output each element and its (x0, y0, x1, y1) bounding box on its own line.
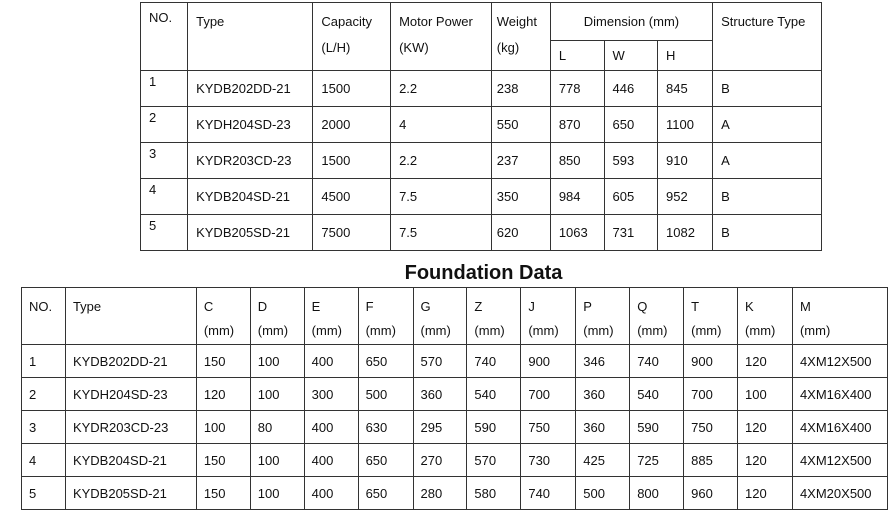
cell-l: 984 (550, 179, 604, 215)
cell-no: 3 (141, 143, 188, 179)
table-cell: 4XM16X400 (792, 411, 887, 444)
header-label: T (691, 299, 700, 314)
table-cell: 750 (521, 411, 576, 444)
foundation-header-cell (250, 288, 304, 345)
header-label: NO. (29, 299, 53, 314)
table-cell: 725 (630, 444, 684, 477)
table-cell: 500 (358, 378, 413, 411)
table-cell: 3 (22, 411, 66, 444)
cell-structure: A (713, 107, 822, 143)
foundation-header-cell (521, 288, 576, 345)
table-cell: KYDH204SD-23 (65, 378, 196, 411)
header-unit: (mm) (420, 323, 451, 338)
cell-w: 593 (604, 143, 657, 179)
spec-header-capacity: Capacity (L/H) (313, 3, 391, 71)
table-cell: 650 (358, 477, 413, 510)
table-cell: 740 (521, 477, 576, 510)
table-cell: 100 (738, 378, 793, 411)
table-cell: 120 (196, 378, 250, 411)
cell-w: 605 (604, 179, 657, 215)
foundation-header-cell (792, 288, 887, 345)
cell-capacity: 4500 (313, 179, 391, 215)
table-cell: 540 (630, 378, 684, 411)
cell-power: 2.2 (391, 143, 492, 179)
foundation-header-cell (630, 288, 684, 345)
table-cell: 540 (467, 378, 521, 411)
table-cell: KYDB204SD-21 (65, 444, 196, 477)
header-label: Z (474, 299, 483, 314)
header-unit: (mm) (474, 323, 505, 338)
table-cell: 740 (630, 345, 684, 378)
header-label: M (799, 299, 811, 314)
spec-header-structure-type: Structure Type (713, 3, 822, 71)
table-cell: 730 (521, 444, 576, 477)
table-cell: 100 (250, 444, 304, 477)
header-label: D (257, 299, 268, 314)
cell-no: 2 (141, 107, 188, 143)
table-row (22, 345, 888, 378)
cell-type: KYDB202DD-21 (188, 71, 313, 107)
table-cell: 4 (22, 444, 66, 477)
table-cell: 150 (196, 477, 250, 510)
cell-structure: A (713, 143, 822, 179)
table-cell: 500 (576, 477, 630, 510)
table-cell: 270 (413, 444, 467, 477)
foundation-header-cell (358, 288, 413, 345)
header-unit: (mm) (365, 323, 396, 338)
header-unit: (mm) (691, 323, 722, 338)
table-cell: 2 (22, 378, 66, 411)
table-row (141, 71, 822, 107)
table-row (141, 107, 822, 143)
table-cell: 740 (467, 345, 521, 378)
table-cell: 346 (576, 345, 630, 378)
table-cell: 120 (738, 411, 793, 444)
table-cell: 80 (250, 411, 304, 444)
header-label: Q (637, 299, 648, 314)
table-cell: 650 (358, 345, 413, 378)
cell-no: 4 (141, 179, 188, 215)
cell-structure: B (713, 71, 822, 107)
table-cell: 900 (684, 345, 738, 378)
cell-power: 7.5 (391, 215, 492, 251)
header-label: J (528, 299, 535, 314)
table-cell: 280 (413, 477, 467, 510)
cell-weight: 237 (491, 143, 550, 179)
header-unit: (mm) (311, 323, 342, 338)
table-cell: 400 (304, 444, 358, 477)
table-cell: 650 (358, 444, 413, 477)
header-label: C (203, 299, 214, 314)
table-row (22, 378, 888, 411)
cell-capacity: 7500 (313, 215, 391, 251)
foundation-header-cell (576, 288, 630, 345)
header-label: Type (72, 299, 102, 314)
foundation-header-cell (304, 288, 358, 345)
foundation-table (21, 287, 888, 510)
foundation-header-cell (467, 288, 521, 345)
table-cell: 570 (467, 444, 521, 477)
table-cell: 4XM20X500 (792, 477, 887, 510)
spec-header-no: NO. (141, 3, 188, 71)
table-cell: 150 (196, 345, 250, 378)
table-cell: 400 (304, 345, 358, 378)
cell-l: 1063 (550, 215, 604, 251)
table-cell: KYDR203CD-23 (65, 411, 196, 444)
table-row (22, 411, 888, 444)
header-label: G (420, 299, 431, 314)
spec-header-dim-l: L (550, 41, 604, 71)
cell-capacity: 2000 (313, 107, 391, 143)
table-cell: 120 (738, 477, 793, 510)
cell-type: KYDB205SD-21 (188, 215, 313, 251)
table-row (141, 179, 822, 215)
table-cell: 360 (576, 378, 630, 411)
header-label: K (745, 299, 754, 314)
cell-h: 952 (658, 179, 713, 215)
header-unit: (mm) (257, 323, 289, 338)
foundation-header-cell (738, 288, 793, 345)
table-cell: 590 (630, 411, 684, 444)
table-cell: 360 (576, 411, 630, 444)
foundation-header-cell (65, 288, 196, 345)
header-label: E (311, 299, 321, 314)
table-cell: 150 (196, 444, 250, 477)
header-unit: (mm) (637, 323, 668, 338)
table-cell: 4XM12X500 (792, 444, 887, 477)
table-cell: 800 (630, 477, 684, 510)
table-cell: 295 (413, 411, 467, 444)
table-cell: 700 (521, 378, 576, 411)
cell-w: 650 (604, 107, 657, 143)
header-unit: (mm) (583, 323, 614, 338)
cell-structure: B (713, 215, 822, 251)
table-cell: KYDB202DD-21 (65, 345, 196, 378)
table-cell: 425 (576, 444, 630, 477)
cell-power: 2.2 (391, 71, 492, 107)
cell-type: KYDR203CD-23 (188, 143, 313, 179)
table-cell: 580 (467, 477, 521, 510)
foundation-header-cell (413, 288, 467, 345)
table-cell: 5 (22, 477, 66, 510)
cell-weight: 238 (491, 71, 550, 107)
cell-power: 4 (391, 107, 492, 143)
table-cell: 900 (521, 345, 576, 378)
spec-header-dimension: Dimension (mm) (550, 3, 712, 41)
cell-no: 5 (141, 215, 188, 251)
spec-header-motor-power: Motor Power (KW) (391, 3, 492, 71)
cell-type: KYDH204SD-23 (188, 107, 313, 143)
spec-header-dim-h: H (658, 41, 713, 71)
cell-power: 7.5 (391, 179, 492, 215)
foundation-header-cell (684, 288, 738, 345)
table-cell: 100 (196, 411, 250, 444)
cell-l: 870 (550, 107, 604, 143)
table-cell: 885 (684, 444, 738, 477)
cell-weight: 620 (491, 215, 550, 251)
cell-weight: 550 (491, 107, 550, 143)
foundation-header-cell (196, 288, 250, 345)
cell-structure: B (713, 179, 822, 215)
cell-h: 910 (658, 143, 713, 179)
spec-header-weight: Weight (kg) (491, 3, 550, 71)
table-row (22, 444, 888, 477)
header-unit: (mm) (745, 323, 776, 338)
table-cell: 360 (413, 378, 467, 411)
table-cell: 750 (684, 411, 738, 444)
table-cell: 960 (684, 477, 738, 510)
foundation-data-title: Foundation Data (404, 262, 563, 284)
table-cell: KYDB205SD-21 (65, 477, 196, 510)
cell-l: 850 (550, 143, 604, 179)
table-row (141, 143, 822, 179)
cell-l: 778 (550, 71, 604, 107)
spec-header-row (141, 3, 822, 41)
table-cell: 120 (738, 345, 793, 378)
table-cell: 120 (738, 444, 793, 477)
header-unit: (mm) (528, 323, 559, 338)
cell-h: 1082 (658, 215, 713, 251)
header-unit: (mm) (799, 323, 831, 338)
cell-h: 845 (658, 71, 713, 107)
table-cell: 100 (250, 477, 304, 510)
spec-table (140, 2, 822, 251)
header-unit: (mm) (203, 323, 235, 338)
cell-capacity: 1500 (313, 71, 391, 107)
cell-type: KYDB204SD-21 (188, 179, 313, 215)
table-cell: 100 (250, 378, 304, 411)
table-cell: 400 (304, 477, 358, 510)
cell-w: 446 (604, 71, 657, 107)
table-cell: 400 (304, 411, 358, 444)
spec-header-type: Type (188, 3, 313, 71)
cell-w: 731 (604, 215, 657, 251)
table-cell: 1 (22, 345, 66, 378)
table-cell: 590 (467, 411, 521, 444)
table-cell: 4XM16X400 (792, 378, 887, 411)
cell-h: 1100 (658, 107, 713, 143)
table-cell: 4XM12X500 (792, 345, 887, 378)
table-row (22, 477, 888, 510)
header-label: P (583, 299, 592, 314)
cell-weight: 350 (491, 179, 550, 215)
foundation-header-cell (22, 288, 66, 345)
table-cell: 100 (250, 345, 304, 378)
table-cell: 630 (358, 411, 413, 444)
foundation-header-row (22, 288, 888, 345)
table-cell: 570 (413, 345, 467, 378)
table-row (141, 215, 822, 251)
spec-header-dim-w: W (604, 41, 657, 71)
cell-capacity: 1500 (313, 143, 391, 179)
cell-no: 1 (141, 71, 188, 107)
table-cell: 700 (684, 378, 738, 411)
table-cell: 300 (304, 378, 358, 411)
header-label: F (365, 299, 374, 314)
